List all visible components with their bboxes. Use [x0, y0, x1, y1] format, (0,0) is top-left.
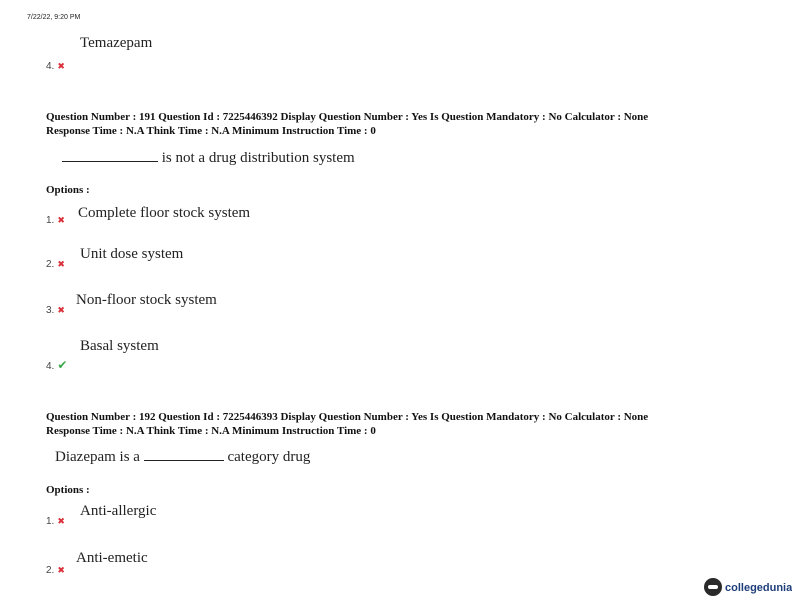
cross-icon: ✖	[57, 516, 65, 526]
q191-option-4-number: 4. ✔	[46, 358, 68, 372]
cross-icon: ✖	[57, 565, 65, 575]
cross-icon: ✖	[57, 259, 65, 269]
logo-mascot-icon	[704, 578, 722, 596]
q192-option-2-text: Anti-emetic	[76, 550, 148, 566]
q192-options-label: Options :	[46, 484, 90, 496]
print-timestamp: 7/22/22, 9:20 PM	[27, 14, 81, 21]
cross-icon: ✖	[57, 61, 65, 71]
q192-option-1-number: 1. ✖	[46, 516, 65, 527]
q191-option-1-text: Complete floor stock system	[78, 205, 251, 221]
q191-option-2-text: Unit dose system	[80, 246, 184, 262]
answer-blank	[62, 149, 158, 162]
q192-meta: Question Number : 192 Question Id : 7225446393 Display Question Number : Yes Is Question Mandatory : No Calculator : None Response Time : N.A Think Time : N.A Minimum Instruction Time : 0	[46, 411, 649, 437]
q191-option-3-text: Non-floor stock system	[76, 292, 217, 308]
q191-meta: Question Number : 191 Question Id : 7225446392 Display Question Number : Yes Is Question Mandatory : No Calculator : None Response Time : N.A Think Time : N.A Minimum Instruction Time : 0	[46, 111, 649, 137]
prev-option-text: Temazepam	[80, 35, 153, 51]
q191-option-2-number: 2. ✖	[46, 259, 65, 270]
prev-option-number: 4. ✖	[46, 61, 65, 72]
logo-text: collegedunia	[725, 582, 792, 594]
check-icon: ✔	[57, 358, 68, 372]
q192-option-1-text: Anti-allergic	[80, 503, 157, 519]
q192-option-2-number: 2. ✖	[46, 565, 65, 576]
q191-option-3-number: 3. ✖	[46, 305, 65, 316]
cross-icon: ✖	[57, 215, 65, 225]
collegedunia-logo	[704, 578, 792, 596]
q191-option-4-text: Basal system	[80, 338, 159, 354]
q191-options-label: Options :	[46, 184, 90, 196]
cross-icon: ✖	[57, 305, 65, 315]
q192-question: Diazepam is a category drug	[55, 449, 311, 465]
q191-question: is not a drug distribution system	[62, 149, 355, 167]
answer-blank	[144, 448, 224, 461]
q191-option-1-number: 1. ✖	[46, 215, 65, 226]
